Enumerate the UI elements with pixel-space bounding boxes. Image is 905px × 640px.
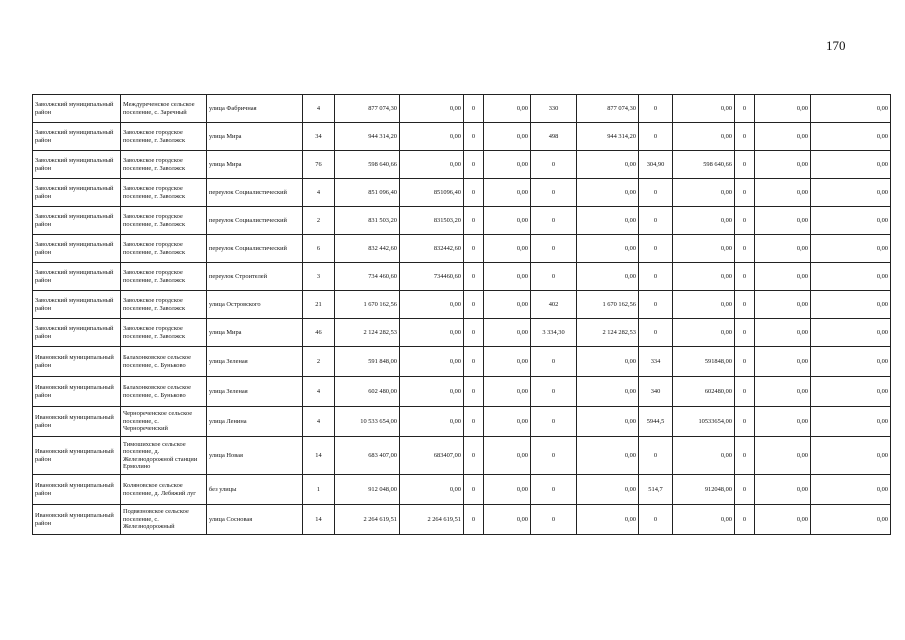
- table-row: [33, 123, 891, 151]
- table-row: [33, 151, 891, 179]
- count-cell: 0: [464, 437, 484, 475]
- street-cell: улица Мира: [207, 123, 303, 151]
- cost-cell: 0,00: [673, 235, 735, 263]
- total-cost-cell: 1 670 162,56: [335, 291, 400, 319]
- table-row: [33, 291, 891, 319]
- street-cell: улица Мира: [207, 319, 303, 347]
- count-cell: 0: [464, 291, 484, 319]
- cost-cell: 912048,00: [673, 475, 735, 505]
- street-cell: улица Зеленая: [207, 347, 303, 377]
- table-row: [33, 475, 891, 505]
- cost-cell: 0,00: [484, 407, 531, 437]
- area-cell: 0: [531, 179, 577, 207]
- area-cell: 0: [531, 407, 577, 437]
- house-number-cell: 4: [303, 179, 335, 207]
- page-number: 170: [826, 38, 846, 53]
- house-number-cell: 2: [303, 207, 335, 235]
- cost-cell: 0,00: [577, 235, 639, 263]
- count-cell: 0: [464, 207, 484, 235]
- total-cost-cell: 10 533 654,00: [335, 407, 400, 437]
- housing-registry-table: [32, 94, 891, 535]
- house-number-cell: 4: [303, 407, 335, 437]
- cost-cell: 0,00: [577, 347, 639, 377]
- count-cell: 0: [735, 319, 755, 347]
- area-cell: 330: [531, 95, 577, 123]
- cost-cell: 0,00: [755, 319, 811, 347]
- cost-cell: 0,00: [811, 95, 891, 123]
- count-cell: 0: [464, 319, 484, 347]
- cost-cell: 0,00: [484, 319, 531, 347]
- district-cell: Заволжский муниципальный район: [33, 235, 121, 263]
- cost-cell: 0,00: [484, 291, 531, 319]
- cost-cell: 0,00: [811, 263, 891, 291]
- table-row: [33, 179, 891, 207]
- cost-cell: 0,00: [484, 347, 531, 377]
- area-cell: 0: [639, 235, 673, 263]
- total-cost-cell: 944 314,20: [335, 123, 400, 151]
- cost-cell: 0,00: [811, 235, 891, 263]
- cost-cell: 0,00: [673, 437, 735, 475]
- cost-cell: 0,00: [673, 291, 735, 319]
- settlement-cell: Заволжское городское поселение, г. Заволжск: [121, 291, 207, 319]
- area-cell: 0: [531, 151, 577, 179]
- district-cell: Ивановский муниципальный район: [33, 377, 121, 407]
- cost-cell: 0,00: [577, 377, 639, 407]
- street-cell: улица Мира: [207, 151, 303, 179]
- cost-cell: 0,00: [811, 291, 891, 319]
- area-cell: 3 334,30: [531, 319, 577, 347]
- cost-cell: 0,00: [400, 475, 464, 505]
- settlement-cell: Заволжское городское поселение, г. Заволжск: [121, 123, 207, 151]
- area-cell: 0: [531, 377, 577, 407]
- cost-cell: 0,00: [577, 263, 639, 291]
- count-cell: 0: [464, 505, 484, 535]
- cost-cell: 0,00: [811, 207, 891, 235]
- cost-cell: 734460,60: [400, 263, 464, 291]
- cost-cell: 10533654,00: [673, 407, 735, 437]
- street-cell: переулок Строителей: [207, 263, 303, 291]
- cost-cell: 0,00: [484, 263, 531, 291]
- count-cell: 0: [735, 179, 755, 207]
- cost-cell: 851096,40: [400, 179, 464, 207]
- district-cell: Ивановский муниципальный район: [33, 407, 121, 437]
- cost-cell: 0,00: [400, 151, 464, 179]
- cost-cell: 0,00: [755, 207, 811, 235]
- cost-cell: 0,00: [484, 123, 531, 151]
- cost-cell: 0,00: [673, 263, 735, 291]
- cost-cell: 0,00: [755, 235, 811, 263]
- street-cell: без улицы: [207, 475, 303, 505]
- table-row: [33, 437, 891, 475]
- cost-cell: 0,00: [673, 179, 735, 207]
- district-cell: Ивановский муниципальный район: [33, 505, 121, 535]
- house-number-cell: 3: [303, 263, 335, 291]
- total-cost-cell: 2 264 619,51: [335, 505, 400, 535]
- count-cell: 0: [735, 263, 755, 291]
- count-cell: 0: [464, 123, 484, 151]
- count-cell: 0: [464, 475, 484, 505]
- street-cell: улица Ленина: [207, 407, 303, 437]
- cost-cell: 0,00: [755, 179, 811, 207]
- street-cell: улица Зеленая: [207, 377, 303, 407]
- settlement-cell: Коляновское сельское поселение, д. Лебяжий луг: [121, 475, 207, 505]
- cost-cell: 2 264 619,51: [400, 505, 464, 535]
- area-cell: 0: [639, 179, 673, 207]
- area-cell: 0: [639, 95, 673, 123]
- house-number-cell: 46: [303, 319, 335, 347]
- area-cell: 0: [639, 207, 673, 235]
- settlement-cell: Подвязновское сельское поселение, с. Железнодорожный: [121, 505, 207, 535]
- cost-cell: 0,00: [400, 319, 464, 347]
- cost-cell: 0,00: [400, 95, 464, 123]
- cost-cell: 0,00: [484, 475, 531, 505]
- cost-cell: 591848,00: [673, 347, 735, 377]
- table-row: [33, 407, 891, 437]
- cost-cell: 0,00: [811, 475, 891, 505]
- district-cell: Заволжский муниципальный район: [33, 291, 121, 319]
- cost-cell: 0,00: [811, 319, 891, 347]
- count-cell: 0: [735, 123, 755, 151]
- district-cell: Ивановский муниципальный район: [33, 475, 121, 505]
- table-row: [33, 505, 891, 535]
- area-cell: 5944,5: [639, 407, 673, 437]
- total-cost-cell: 683 407,00: [335, 437, 400, 475]
- cost-cell: 0,00: [400, 123, 464, 151]
- count-cell: 0: [464, 151, 484, 179]
- area-cell: 0: [531, 235, 577, 263]
- total-cost-cell: 602 480,00: [335, 377, 400, 407]
- area-cell: 0: [639, 505, 673, 535]
- cost-cell: 0,00: [484, 151, 531, 179]
- cost-cell: 0,00: [673, 123, 735, 151]
- settlement-cell: Заволжское городское поселение, г. Заволжск: [121, 207, 207, 235]
- count-cell: 0: [464, 377, 484, 407]
- area-cell: 0: [531, 207, 577, 235]
- district-cell: Заволжский муниципальный район: [33, 151, 121, 179]
- cost-cell: 877 074,30: [577, 95, 639, 123]
- table-row: [33, 377, 891, 407]
- settlement-cell: Чернореченское сельское поселение, с. Чернореченский: [121, 407, 207, 437]
- count-cell: 0: [735, 291, 755, 319]
- total-cost-cell: 591 848,00: [335, 347, 400, 377]
- count-cell: 0: [735, 407, 755, 437]
- settlement-cell: Тимошихское сельское поселение, д. Железнодорожной станции Ермолино: [121, 437, 207, 475]
- total-cost-cell: 912 048,00: [335, 475, 400, 505]
- district-cell: Заволжский муниципальный район: [33, 263, 121, 291]
- total-cost-cell: 877 074,30: [335, 95, 400, 123]
- cost-cell: 683407,00: [400, 437, 464, 475]
- cost-cell: 0,00: [755, 347, 811, 377]
- area-cell: 402: [531, 291, 577, 319]
- count-cell: 0: [464, 179, 484, 207]
- house-number-cell: 34: [303, 123, 335, 151]
- table-row: [33, 263, 891, 291]
- settlement-cell: Заволжское городское поселение, г. Заволжск: [121, 319, 207, 347]
- settlement-cell: Заволжское городское поселение, г. Заволжск: [121, 179, 207, 207]
- area-cell: 0: [639, 123, 673, 151]
- cost-cell: 0,00: [577, 407, 639, 437]
- area-cell: 304,90: [639, 151, 673, 179]
- settlement-cell: Заволжское городское поселение, г. Заволжск: [121, 151, 207, 179]
- cost-cell: 0,00: [755, 263, 811, 291]
- street-cell: переулок Социалистический: [207, 235, 303, 263]
- area-cell: 514,7: [639, 475, 673, 505]
- cost-cell: 602480,00: [673, 377, 735, 407]
- area-cell: 498: [531, 123, 577, 151]
- settlement-cell: Заволжское городское поселение, г. Заволжск: [121, 235, 207, 263]
- cost-cell: 0,00: [577, 151, 639, 179]
- area-cell: 0: [531, 505, 577, 535]
- area-cell: 0: [639, 319, 673, 347]
- cost-cell: 0,00: [811, 437, 891, 475]
- house-number-cell: 4: [303, 377, 335, 407]
- cost-cell: 0,00: [811, 377, 891, 407]
- count-cell: 0: [735, 505, 755, 535]
- total-cost-cell: 831 503,20: [335, 207, 400, 235]
- count-cell: 0: [464, 407, 484, 437]
- cost-cell: 0,00: [400, 291, 464, 319]
- total-cost-cell: 598 640,66: [335, 151, 400, 179]
- count-cell: 0: [735, 207, 755, 235]
- cost-cell: 0,00: [577, 207, 639, 235]
- area-cell: 0: [531, 263, 577, 291]
- house-number-cell: 2: [303, 347, 335, 377]
- count-cell: 0: [735, 475, 755, 505]
- cost-cell: 1 670 162,56: [577, 291, 639, 319]
- district-cell: Заволжский муниципальный район: [33, 123, 121, 151]
- count-cell: 0: [464, 347, 484, 377]
- settlement-cell: Заволжское городское поселение, г. Заволжск: [121, 263, 207, 291]
- cost-cell: 944 314,20: [577, 123, 639, 151]
- count-cell: 0: [464, 95, 484, 123]
- cost-cell: 0,00: [484, 235, 531, 263]
- cost-cell: 0,00: [755, 475, 811, 505]
- cost-cell: 0,00: [673, 319, 735, 347]
- cost-cell: 832442,60: [400, 235, 464, 263]
- street-cell: переулок Социалистический: [207, 179, 303, 207]
- house-number-cell: 14: [303, 437, 335, 475]
- district-cell: Заволжский муниципальный район: [33, 95, 121, 123]
- cost-cell: 598 640,66: [673, 151, 735, 179]
- count-cell: 0: [735, 95, 755, 123]
- house-number-cell: 4: [303, 95, 335, 123]
- street-cell: улица Сосновая: [207, 505, 303, 535]
- street-cell: улица Островского: [207, 291, 303, 319]
- cost-cell: 0,00: [400, 407, 464, 437]
- cost-cell: 0,00: [811, 151, 891, 179]
- settlement-cell: Балахонковское сельское поселение, с. Буньково: [121, 347, 207, 377]
- area-cell: 0: [639, 263, 673, 291]
- house-number-cell: 76: [303, 151, 335, 179]
- cost-cell: 0,00: [400, 377, 464, 407]
- street-cell: улица Фабричная: [207, 95, 303, 123]
- cost-cell: 0,00: [811, 123, 891, 151]
- cost-cell: 0,00: [484, 377, 531, 407]
- cost-cell: 0,00: [577, 505, 639, 535]
- area-cell: 0: [639, 437, 673, 475]
- area-cell: 0: [639, 291, 673, 319]
- house-number-cell: 21: [303, 291, 335, 319]
- cost-cell: 831503,20: [400, 207, 464, 235]
- cost-cell: 0,00: [811, 407, 891, 437]
- cost-cell: 0,00: [577, 475, 639, 505]
- house-number-cell: 14: [303, 505, 335, 535]
- area-cell: 340: [639, 377, 673, 407]
- count-cell: 0: [735, 151, 755, 179]
- table-row: [33, 95, 891, 123]
- table-row: [33, 347, 891, 377]
- street-cell: улица Новая: [207, 437, 303, 475]
- settlement-cell: Балахонковское сельское поселение, с. Буньково: [121, 377, 207, 407]
- district-cell: Ивановский муниципальный район: [33, 347, 121, 377]
- street-cell: переулок Социалистический: [207, 207, 303, 235]
- cost-cell: 0,00: [811, 347, 891, 377]
- area-cell: 0: [531, 437, 577, 475]
- cost-cell: 0,00: [811, 179, 891, 207]
- cost-cell: 0,00: [755, 407, 811, 437]
- cost-cell: 0,00: [755, 437, 811, 475]
- table-row: [33, 235, 891, 263]
- house-number-cell: 6: [303, 235, 335, 263]
- table-row: [33, 207, 891, 235]
- settlement-cell: Междуреченское сельское поселение, с. Заречный: [121, 95, 207, 123]
- total-cost-cell: 2 124 282,53: [335, 319, 400, 347]
- cost-cell: 0,00: [673, 207, 735, 235]
- house-number-cell: 1: [303, 475, 335, 505]
- cost-cell: 0,00: [484, 179, 531, 207]
- table-row: [33, 319, 891, 347]
- cost-cell: 0,00: [484, 505, 531, 535]
- cost-cell: 0,00: [755, 151, 811, 179]
- cost-cell: 0,00: [673, 505, 735, 535]
- total-cost-cell: 734 460,60: [335, 263, 400, 291]
- count-cell: 0: [735, 347, 755, 377]
- count-cell: 0: [464, 235, 484, 263]
- count-cell: 0: [464, 263, 484, 291]
- cost-cell: 0,00: [484, 207, 531, 235]
- cost-cell: 0,00: [484, 95, 531, 123]
- cost-cell: 0,00: [755, 123, 811, 151]
- area-cell: 0: [531, 475, 577, 505]
- cost-cell: 0,00: [577, 179, 639, 207]
- cost-cell: 0,00: [811, 505, 891, 535]
- count-cell: 0: [735, 377, 755, 407]
- district-cell: Заволжский муниципальный район: [33, 207, 121, 235]
- cost-cell: 0,00: [400, 347, 464, 377]
- area-cell: 334: [639, 347, 673, 377]
- total-cost-cell: 832 442,60: [335, 235, 400, 263]
- district-cell: Заволжский муниципальный район: [33, 319, 121, 347]
- total-cost-cell: 851 096,40: [335, 179, 400, 207]
- district-cell: Ивановский муниципальный район: [33, 437, 121, 475]
- count-cell: 0: [735, 235, 755, 263]
- cost-cell: 0,00: [755, 291, 811, 319]
- cost-cell: 0,00: [577, 437, 639, 475]
- cost-cell: 0,00: [755, 505, 811, 535]
- area-cell: 0: [531, 347, 577, 377]
- cost-cell: 0,00: [484, 437, 531, 475]
- cost-cell: 0,00: [673, 95, 735, 123]
- cost-cell: 2 124 282,53: [577, 319, 639, 347]
- cost-cell: 0,00: [755, 377, 811, 407]
- count-cell: 0: [735, 437, 755, 475]
- cost-cell: 0,00: [755, 95, 811, 123]
- district-cell: Заволжский муниципальный район: [33, 179, 121, 207]
